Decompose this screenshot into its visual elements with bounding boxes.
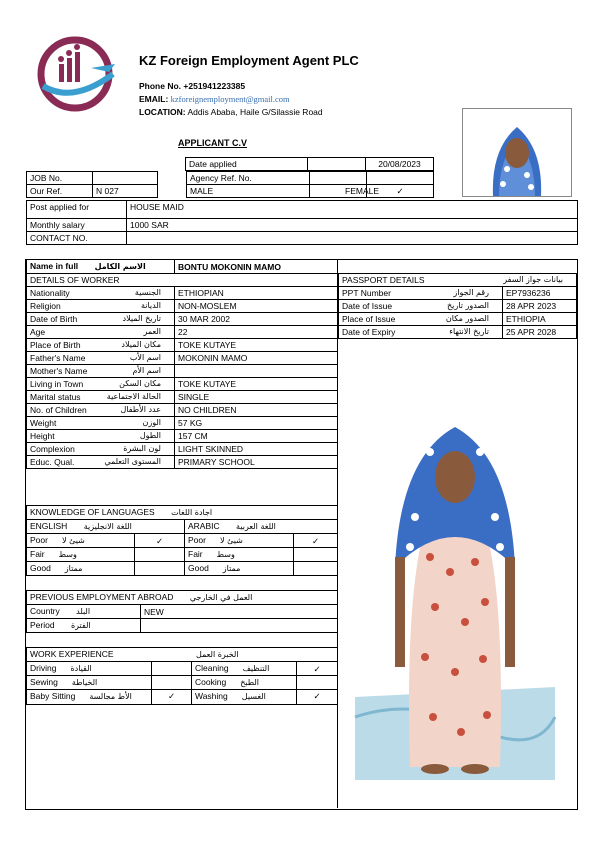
- experience-row: [27, 690, 338, 705]
- worker-row: [27, 443, 338, 456]
- arabic-label: ARABIC: [188, 521, 220, 531]
- language-level-label: [27, 562, 135, 576]
- skill-check: [152, 676, 192, 690]
- worker-label-ar: عدد الأطفال: [120, 405, 161, 414]
- worker-field-label: [27, 391, 175, 404]
- skill-label-ar: الخياطة: [71, 678, 98, 687]
- passport-field-label: [339, 300, 503, 313]
- level-label-ar: شيئ لا: [61, 536, 85, 545]
- language-level-label: [185, 534, 294, 548]
- worker-label-en: Date of Birth: [30, 314, 78, 324]
- passport-label-en: Place of Issue: [342, 314, 396, 324]
- worker-row: [27, 339, 338, 352]
- worker-label-en: Nationality: [30, 288, 70, 298]
- date-applied-value: 20/08/2023: [366, 158, 434, 171]
- worker-label-en: Age: [30, 327, 46, 337]
- applicant-photo-small: [462, 108, 572, 197]
- passport-label-ar: الصدور مكان: [445, 314, 489, 323]
- passport-field-value: 28 APR 2023: [503, 300, 577, 313]
- language-level-label: [185, 548, 294, 562]
- level-label-en: Poor: [188, 535, 206, 545]
- passport-row: [339, 326, 577, 339]
- passport-field-value: EP7936236: [503, 287, 577, 300]
- country-label-ar: البلد: [76, 607, 91, 616]
- our-ref-label: Our Ref.: [27, 185, 93, 198]
- en-level-check: [135, 548, 185, 562]
- male-label: MALE: [187, 185, 310, 198]
- worker-row: [27, 391, 338, 404]
- level-label-en: Fair: [30, 549, 45, 559]
- worker-field-value: PRIMARY SCHOOL: [175, 456, 338, 469]
- worker-field-value: 57 KG: [175, 417, 338, 430]
- skill-check: ✓: [152, 690, 192, 705]
- passport-field-value: ETHIOPIA: [503, 313, 577, 326]
- passport-label-en: PPT Number: [342, 288, 391, 298]
- worker-field-label: [27, 339, 175, 352]
- worker-row: [27, 430, 338, 443]
- worker-field-value: [175, 365, 338, 378]
- worker-row: [27, 287, 338, 300]
- company-name: KZ Foreign Employment Agent PLC: [139, 53, 359, 68]
- worker-label-ar: العمر: [143, 327, 161, 336]
- experience-title: WORK EXPERIENCE: [30, 649, 114, 659]
- worker-field-value: 30 MAR 2002: [175, 313, 338, 326]
- phone-value: +251941223385: [183, 81, 246, 91]
- cv-title: APPLICANT C.V: [178, 138, 248, 148]
- worker-row: [27, 352, 338, 365]
- job-no-label: JOB No.: [27, 172, 93, 185]
- worker-row: [27, 313, 338, 326]
- abroad-table: [26, 590, 338, 633]
- worker-field-value: NO CHILDREN: [175, 404, 338, 417]
- post-value: HOUSE MAID: [127, 201, 578, 219]
- language-level-label: [27, 548, 135, 562]
- contact-label: CONTACT NO.: [27, 232, 127, 245]
- passport-table: [338, 273, 577, 339]
- worker-field-label: [27, 443, 175, 456]
- worker-field-value: TOKE KUTAYE: [175, 339, 338, 352]
- passport-label-ar: تاريخ الانتهاء: [449, 327, 489, 336]
- language-level-label: [27, 534, 135, 548]
- post-table: [26, 200, 578, 245]
- country-value: NEW: [141, 605, 338, 619]
- passport-field-value: 25 APR 2028: [503, 326, 577, 339]
- level-label-ar: ممتاز: [222, 564, 241, 573]
- worker-field-label: [27, 326, 175, 339]
- worker-label-ar: الحالة الاجتماعية: [106, 392, 161, 401]
- experience-row: [27, 676, 338, 690]
- female-check: ✓: [367, 185, 434, 198]
- language-level-row: [27, 534, 338, 548]
- level-label-ar: وسط: [216, 550, 235, 559]
- worker-label-en: Marital status: [30, 392, 81, 402]
- worker-label-ar: اسم الأب: [129, 353, 161, 362]
- date-applied-label: Date applied: [186, 158, 308, 171]
- worker-title: DETAILS OF WORKER: [27, 274, 338, 287]
- worker-field-label: [27, 417, 175, 430]
- passport-label-en: Date of Issue: [342, 301, 393, 311]
- level-label-en: Poor: [30, 535, 48, 545]
- level-label-en: Good: [30, 563, 51, 573]
- english-label: ENGLISH: [30, 521, 68, 531]
- applicant-photo-full: [355, 397, 555, 780]
- skill-check: [297, 676, 338, 690]
- language-level-row: [27, 548, 338, 562]
- level-label-ar: شيئ لا: [219, 536, 243, 545]
- salary-label: Monthly salary: [27, 219, 127, 232]
- skill-label: [27, 662, 152, 676]
- passport-row: [339, 287, 577, 300]
- company-logo: [33, 34, 121, 114]
- worker-label-ar: مكان السكن: [119, 379, 161, 388]
- level-label-ar: ممتاز: [64, 564, 83, 573]
- skill-label: [27, 676, 152, 690]
- level-label-en: Fair: [188, 549, 203, 559]
- language-level-row: [27, 562, 338, 576]
- experience-row: [27, 662, 338, 676]
- skill-check: ✓: [297, 690, 338, 705]
- location-line: [139, 107, 323, 117]
- email-label: EMAIL:: [139, 94, 169, 104]
- worker-label-en: Complexion: [30, 444, 75, 454]
- skill-label-en: Washing: [195, 691, 228, 701]
- languages-table: [26, 505, 338, 576]
- worker-field-value: TOKE KUTAYE: [175, 378, 338, 391]
- skill-label: [192, 662, 297, 676]
- skill-label-ar: القيادة: [70, 664, 92, 673]
- skill-label-ar: الغسيل: [241, 692, 266, 701]
- skill-label: [192, 690, 297, 705]
- languages-title-cell: [27, 506, 338, 520]
- skill-label-ar: الطبخ: [240, 678, 259, 687]
- phone-label: Phone No.: [139, 81, 182, 91]
- arabic-label-ar: اللغة العربية: [236, 522, 276, 531]
- period-value: [141, 619, 338, 633]
- worker-label-ar: اسم الأم: [132, 366, 161, 375]
- passport-label-ar: رقم الجواز: [453, 288, 489, 297]
- worker-label-ar: الوزن: [142, 418, 161, 427]
- worker-field-label: [27, 352, 175, 365]
- worker-field-label: [27, 365, 175, 378]
- ar-level-check: [294, 562, 338, 576]
- worker-field-value: 22: [175, 326, 338, 339]
- english-header: [27, 520, 185, 534]
- applicant-full-body-image: [355, 397, 555, 780]
- salary-value: 1000 SAR: [127, 219, 578, 232]
- ref-table: [26, 171, 434, 198]
- worker-row: [27, 404, 338, 417]
- passport-field-label: [339, 287, 503, 300]
- country-label-cell: [27, 605, 141, 619]
- worker-field-label: [27, 430, 175, 443]
- ar-level-check: [294, 548, 338, 562]
- skill-label-en: Baby Sitting: [30, 691, 76, 701]
- experience-table: [26, 647, 338, 705]
- worker-field-label: [27, 404, 175, 417]
- post-label: Post applied for: [27, 201, 127, 219]
- ar-level-check: ✓: [294, 534, 338, 548]
- worker-field-label: [27, 378, 175, 391]
- worker-field-label: [27, 456, 175, 469]
- worker-label-en: Place of Birth: [30, 340, 81, 350]
- worker-label-en: Religion: [30, 301, 61, 311]
- passport-label-en: Date of Expiry: [342, 327, 396, 337]
- worker-field-value: SINGLE: [175, 391, 338, 404]
- english-label-ar: اللغة الانجليزية: [83, 522, 132, 531]
- our-ref-value: N 027: [93, 185, 158, 198]
- applicant-portrait-image: [463, 109, 571, 196]
- worker-label-en: Height: [30, 431, 55, 441]
- skill-label-en: Sewing: [30, 677, 58, 687]
- en-level-check: ✓: [135, 534, 185, 548]
- skill-label-en: Driving: [30, 663, 57, 673]
- abroad-title-ar: العمل في الخارجي: [189, 593, 253, 602]
- country-label: Country: [30, 606, 60, 616]
- experience-title-ar: الخبرة العمل: [195, 650, 239, 659]
- date-applied-table: [185, 157, 434, 171]
- arabic-header: [185, 520, 338, 534]
- worker-row: [27, 365, 338, 378]
- worker-label-ar: لون البشرة: [123, 444, 161, 453]
- worker-label-ar: المستوى التعلمي: [104, 457, 161, 466]
- skill-check: ✓: [297, 662, 338, 676]
- location-value: Addis Ababa, Haile G/Silassie Road: [187, 107, 323, 117]
- worker-field-value: 157 CM: [175, 430, 338, 443]
- contact-value: [127, 232, 578, 245]
- en-level-check: [135, 562, 185, 576]
- spacer: [158, 172, 187, 185]
- period-label-ar: الفترة: [70, 621, 91, 630]
- passport-label-ar: الصدور تاريخ: [447, 301, 489, 310]
- level-label-ar: وسط: [58, 550, 77, 559]
- worker-field-value: MOKONIN MAMO: [175, 352, 338, 365]
- name-label-ar: الاسم الكامل: [94, 262, 146, 271]
- worker-label-ar: تاريخ الميلاد: [122, 314, 161, 323]
- spacer: [158, 185, 187, 198]
- worker-label-en: Living in Town: [30, 379, 84, 389]
- worker-field-label: [27, 287, 175, 300]
- name-table: [26, 259, 338, 274]
- passport-title-ar: بيانات جواز السفر: [503, 275, 564, 284]
- worker-label-en: No. of Children: [30, 405, 87, 415]
- email-value[interactable]: kzforeignemployment@gmail.com: [170, 94, 290, 104]
- period-label-cell: [27, 619, 141, 633]
- worker-label-en: Father's Name: [30, 353, 86, 363]
- skill-label: [192, 676, 297, 690]
- passport-title-cell: [339, 274, 577, 287]
- name-label-en: Name in full: [30, 261, 79, 271]
- worker-details-table: [26, 273, 338, 469]
- worker-label-ar: الجنسية: [134, 288, 161, 297]
- level-label-en: Good: [188, 563, 209, 573]
- worker-row: [27, 326, 338, 339]
- abroad-title-cell: [27, 591, 338, 605]
- languages-title-ar: اجادة اللغات: [171, 508, 213, 517]
- worker-field-value: NON-MOSLEM: [175, 300, 338, 313]
- language-level-label: [185, 562, 294, 576]
- agency-ref-value: [310, 172, 367, 185]
- worker-field-value: LIGHT SKINNED: [175, 443, 338, 456]
- skill-label-en: Cooking: [195, 677, 227, 687]
- worker-label-ar: مكان الميلاد: [121, 340, 161, 349]
- languages-title: KNOWLEDGE OF LANGUAGES: [30, 507, 155, 517]
- passport-title: PASSPORT DETAILS: [342, 275, 425, 285]
- passport-field-label: [339, 313, 503, 326]
- worker-label-en: Weight: [30, 418, 57, 428]
- experience-title-cell: [27, 648, 338, 662]
- period-label: Period: [30, 620, 55, 630]
- date-applied-blank: [308, 158, 366, 171]
- email-line: [139, 94, 290, 104]
- abroad-title: PREVIOUS EMPLOYMENT ABROAD: [30, 592, 174, 602]
- name-value: BONTU MOKONIN MAMO: [175, 260, 338, 274]
- name-label: [27, 260, 175, 274]
- worker-label-ar: الطول: [139, 431, 161, 440]
- skill-label-ar: التنظيف: [242, 664, 270, 673]
- skill-label: [27, 690, 152, 705]
- job-no-value: [93, 172, 158, 185]
- worker-row: [27, 300, 338, 313]
- passport-row: [339, 300, 577, 313]
- female-label: FEMALE: [310, 185, 367, 198]
- worker-row: [27, 456, 338, 469]
- passport-row: [339, 313, 577, 326]
- worker-label-en: Educ. Qual.: [30, 457, 75, 467]
- worker-label-ar: الديانة: [140, 301, 161, 310]
- location-label: LOCATION:: [139, 107, 186, 117]
- worker-row: [27, 378, 338, 391]
- worker-field-value: ETHIOPIAN: [175, 287, 338, 300]
- skill-check: [152, 662, 192, 676]
- phone-line: [139, 81, 245, 91]
- skill-label-ar: الأط مجالسة: [89, 692, 132, 701]
- worker-field-label: [27, 313, 175, 326]
- worker-field-label: [27, 300, 175, 313]
- agency-ref-label: Agency Ref. No.: [187, 172, 310, 185]
- worker-label-en: Mother's Name: [30, 366, 88, 376]
- agency-ref-value-2: [367, 172, 434, 185]
- worker-row: [27, 417, 338, 430]
- skill-label-en: Cleaning: [195, 663, 229, 673]
- passport-field-label: [339, 326, 503, 339]
